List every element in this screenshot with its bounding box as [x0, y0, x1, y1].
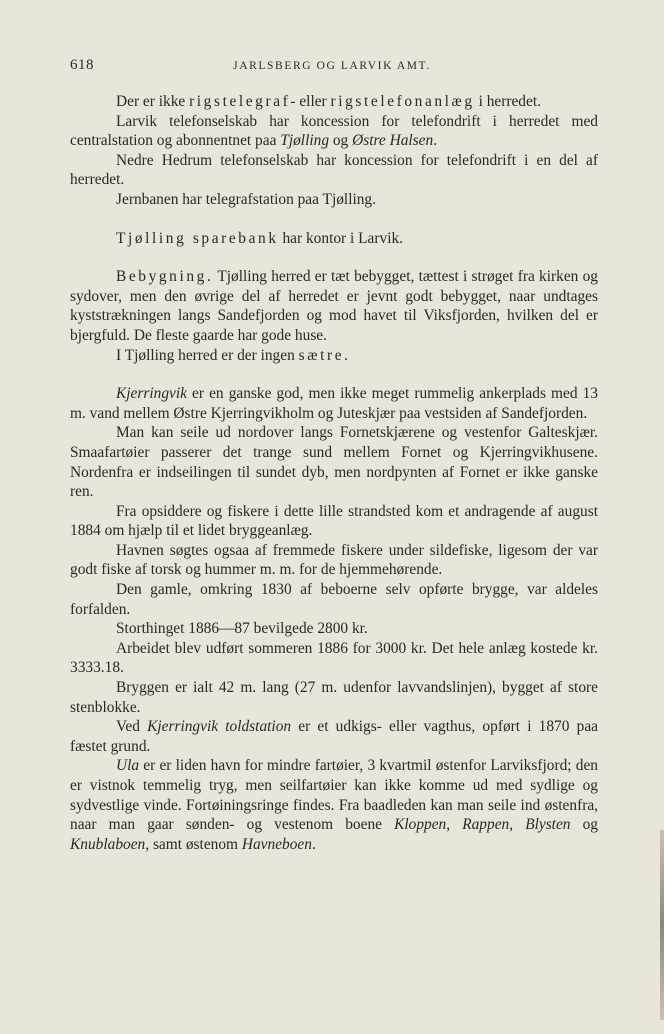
page-number: 618: [70, 57, 94, 73]
paragraph-gamle-brygge: Den gamle, omkring 1830 af beboerne selv opførte brygge, var aldeles forfalden.: [70, 581, 598, 618]
page-edge-shadow: [660, 830, 664, 1020]
running-head: JARLSBERG OG LARVIK AMT.: [233, 60, 431, 72]
paragraph-storthinget: Storthinget 1886—87 bevilgede 2800 kr.: [116, 620, 368, 638]
paragraph-andragende: Fra opsiddere og fiskere i dette lille strandsted kom et andragende af august 1884 om hjælp til et lidet bryggeanlæg.: [70, 502, 598, 540]
paragraph-nedre-hedrum: Nedre Hedrum telefonselskab har koncession for telefondrift i en del af herredet.: [70, 151, 598, 189]
paragraph-sparebank: Tjølling sparebank har kontor i Larvik.: [116, 229, 404, 247]
paragraph-seile-ud: Man kan seile ud nordover langs Fornetskjærene og vestenfor Galteskjær. Smaafartøier passerer det trange sund mellem Fornet og Kjerringvikhusene. Nordenfra er indseilingen til sundet dyb, men nordpynten af Fornet er ikke ganske ren.: [70, 424, 598, 501]
paragraph-kjerringvik: Kjerringvik er en ganske god, men ikke meget rummelig ankerplads med 13 m. vand mellem Østre Kjerringvikholm og Juteskjær paa vestsiden af Sandefjorden.: [70, 385, 598, 422]
paragraph-bryggen: Bryggen er ialt 42 m. lang (27 m. udenfor lavvandslinjen), bygget af store stenblokke.: [70, 679, 598, 716]
paragraph-saetre: I Tjølling herred er der ingen sætre.: [116, 346, 348, 364]
paragraph-arbeidet: Arbeidet blev udført sommeren 1886 for 3000 kr. Det hele anlæg kostede kr. 3333.18.: [70, 639, 598, 677]
paragraph-larvik-telefon: Larvik telefonselskab har koncession for telefondrift i herredet med centralstation og abonnentnet paa Tjølling og Østre Halsen.: [70, 112, 598, 150]
paragraph-bebygning: Bebygning. Tjølling herred er tæt bebygget, tættest i strøget fra kirken og sydover, men den øvrige del af herredet er jevnt godt bebygget, naar undtages kyststrækningen langs Sandefjorden og mod havet til Viksfjorden, hvilken del er bjergfuld. De fleste gaarde har gode huse.: [70, 268, 598, 344]
paragraph-toldstation: Ved Kjerringvik toldstation er et udkigs- eller vagthus, opført i 1870 paa fæstet grund.: [70, 718, 598, 755]
page-body: [70, 92, 598, 854]
paragraph-telegraph: Der er ikke rigstelegraf- eller rigstelefonanlæg i herredet.: [116, 93, 541, 110]
paragraph-havnen: Havnen søgtes ogsaa af fremmede fiskere under sildefiske, ligesom der var godt fiske af torsk og hummer m. m. for de hjemmehørende.: [70, 541, 598, 579]
paragraph-ula: Ula er er liden havn for mindre fartøier, 3 kvartmil østenfor Larviksfjord; den er vistnok temmelig tryg, men seilfartøier kan ikke komme ud med sydlige og sydvestlige vinde. Fortøiningsringe findes. Fra baadleden kan man seile ind østenfra, naar man gaar sønden- og vestenom boene Kloppen, Rappen, Blysten og Knublaboen, samt østenom Havneboen.: [70, 757, 598, 853]
paragraph-jernbane: Jernbanen har telegrafstation paa Tjølling.: [116, 190, 376, 208]
